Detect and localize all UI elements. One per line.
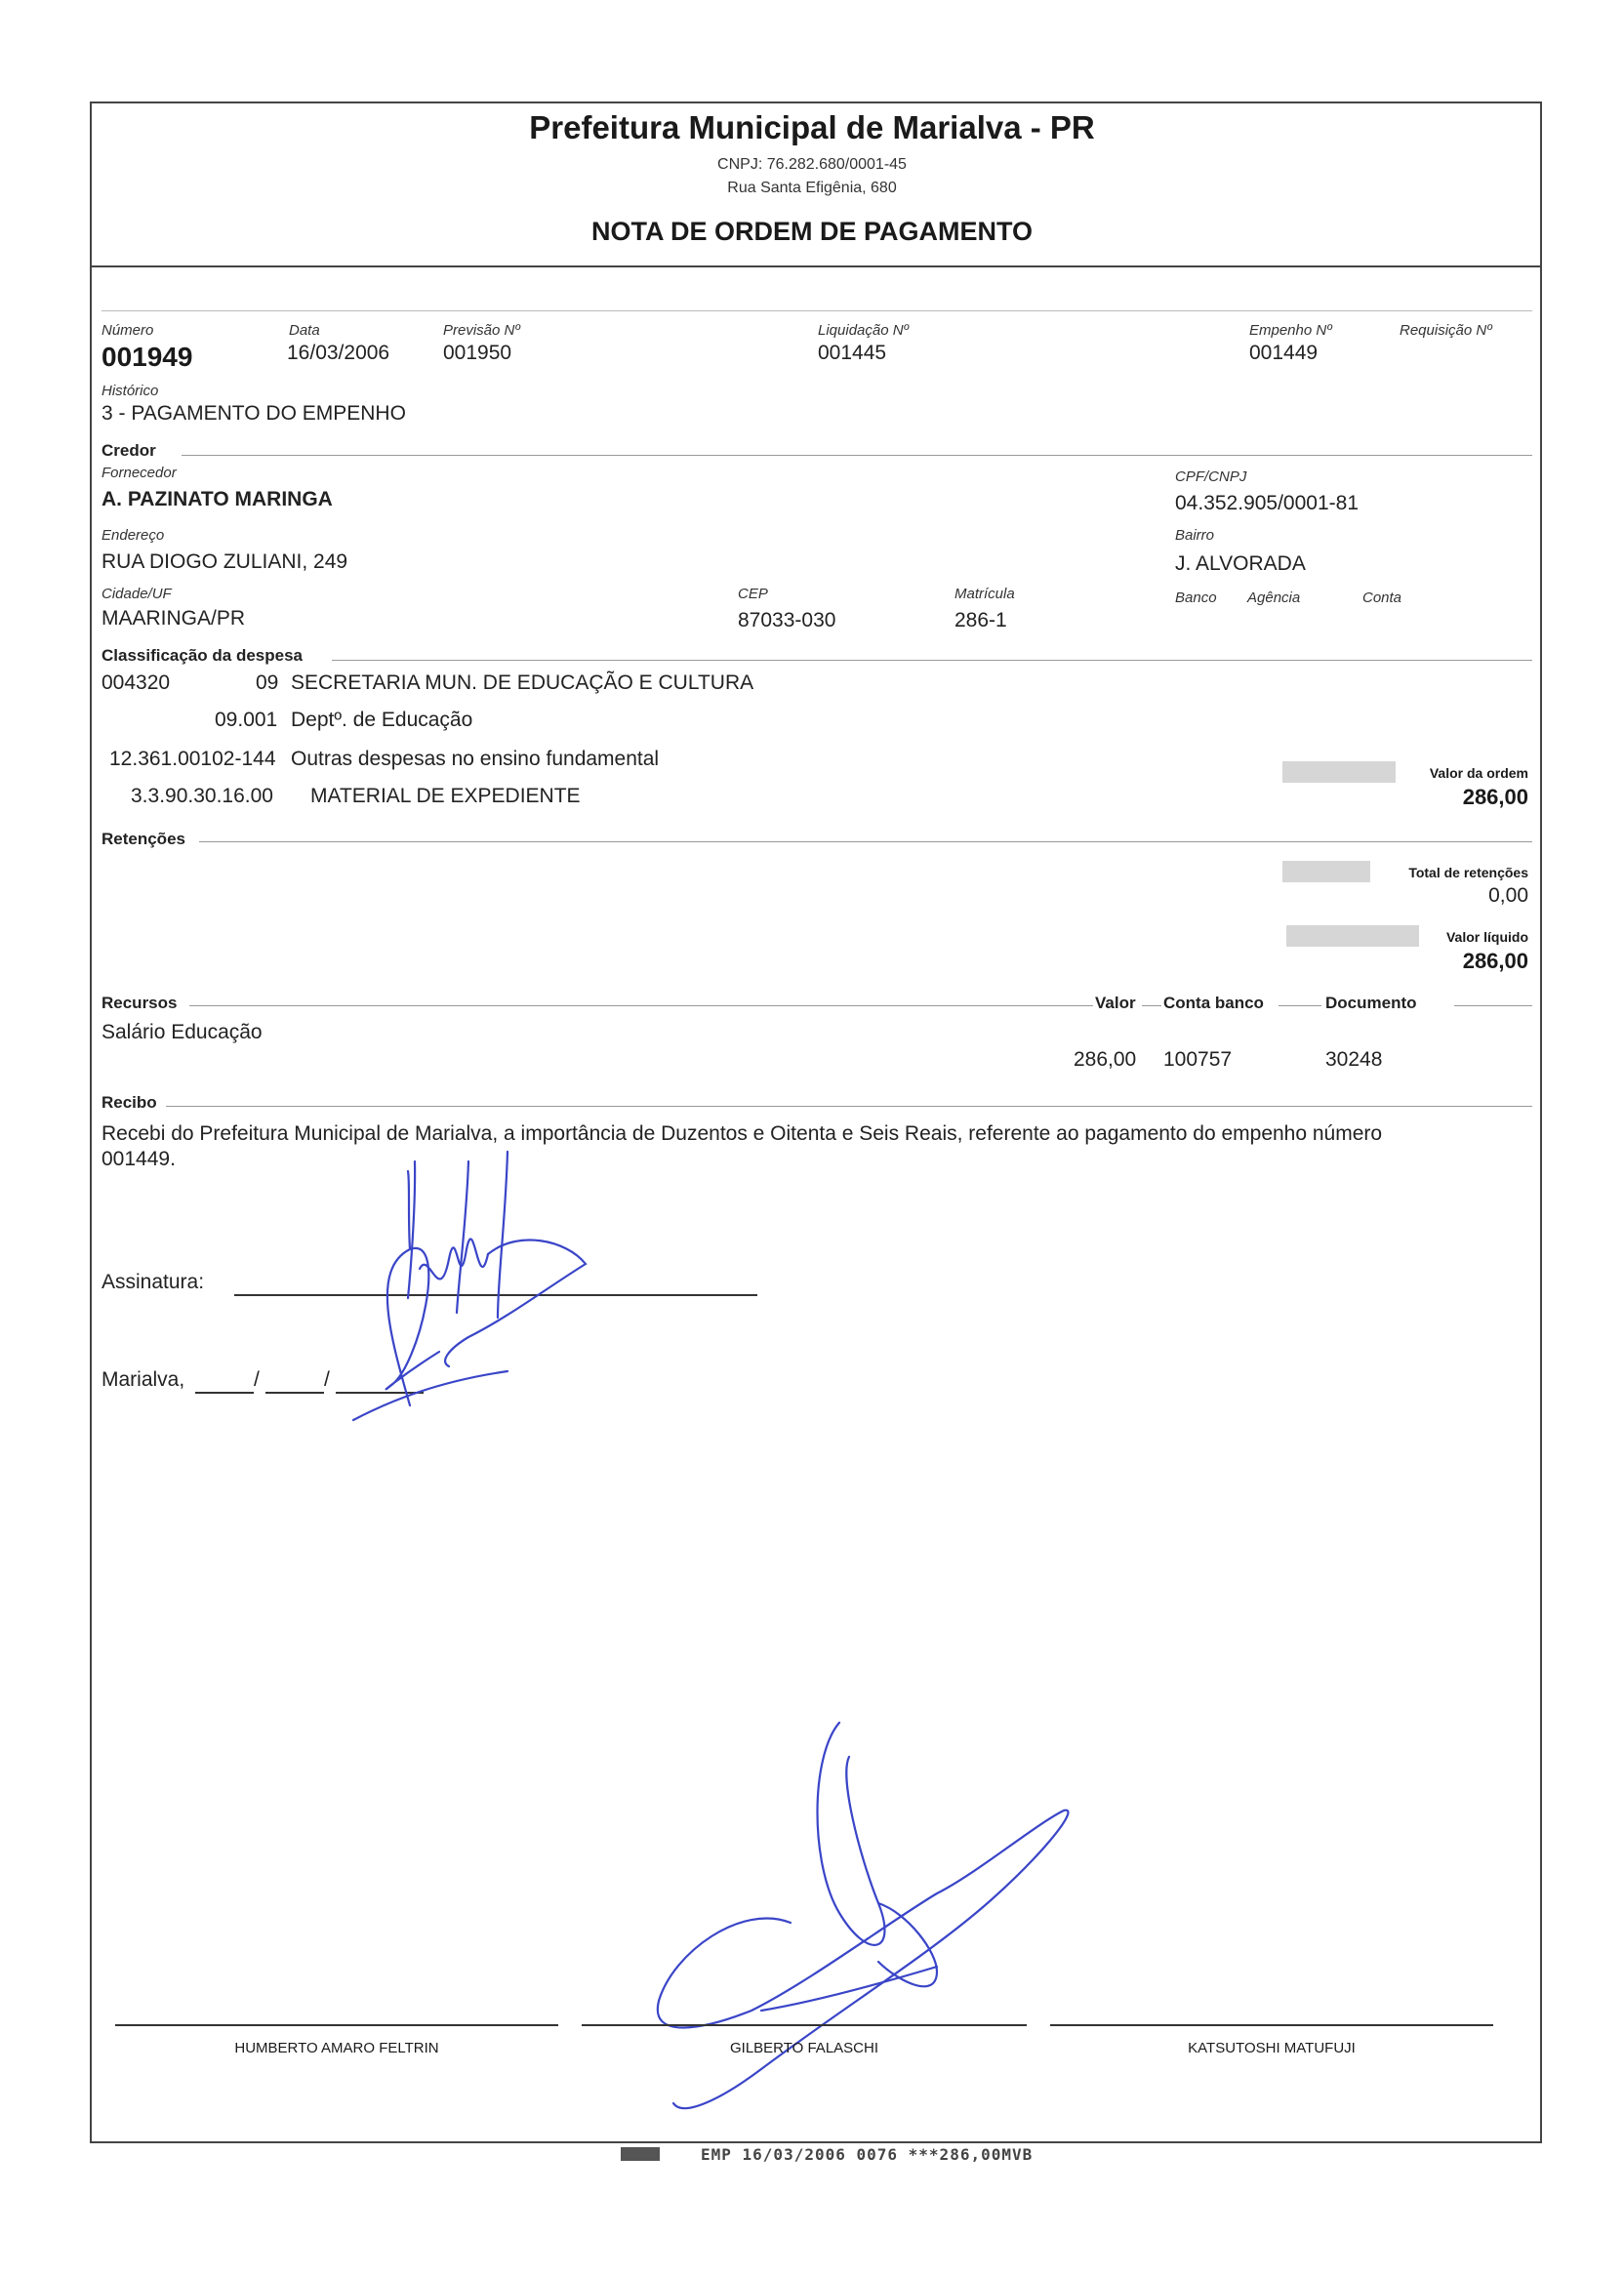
previsao-label: Previsão Nº [443,322,520,339]
signatory-2: GILBERTO FALASCHI [730,2040,878,2056]
class-l2-code: 09.001 [215,709,278,731]
signatory-line-1 [115,2024,558,2026]
valor-ordem-value: 286,00 [1462,785,1528,809]
recibo-text-2: 001449. [102,1148,176,1170]
signatory-line-3 [1050,2024,1493,2026]
retencoes-section: Retenções [102,830,185,848]
bairro-label: Bairro [1175,527,1215,544]
recursos-documento-label: Documento [1325,994,1417,1012]
valor-liquido-shade [1286,925,1419,947]
valor-liquido-value: 286,00 [1462,949,1528,973]
assinatura-label: Assinatura: [102,1271,205,1293]
valor-ordem-label: Valor da ordem [1429,765,1528,781]
total-ret-value: 0,00 [1488,884,1528,907]
recursos-line-3 [1279,1005,1321,1006]
class-l2-text: Deptº. de Educação [291,709,473,731]
cidade-label: Cidade/UF [102,586,172,602]
credor-line [182,455,1532,456]
creditor-signature [351,1142,605,1425]
matricula-label: Matrícula [954,586,1015,602]
total-ret-shade [1282,861,1370,882]
historico-value: 3 - PAGAMENTO DO EMPENHO [102,402,406,425]
data-value: 16/03/2006 [287,342,390,364]
liquidacao-label: Liquidação Nº [818,322,910,339]
endereco-value: RUA DIOGO ZULIANI, 249 [102,550,348,573]
total-ret-label: Total de retenções [1408,865,1528,880]
empenho-value: 001449 [1249,342,1319,364]
bairro-value: J. ALVORADA [1175,552,1306,575]
requisicao-label: Requisição Nº [1400,322,1492,339]
document-title: NOTA DE ORDEM DE PAGAMENTO [590,217,1033,246]
numero-value: 001949 [102,342,193,372]
agencia-label: Agência [1247,590,1301,606]
endereco-label: Endereço [102,527,165,544]
date-line-month [265,1392,324,1394]
empenho-label: Empenho Nº [1249,322,1332,339]
recursos-line-4 [1454,1005,1532,1006]
header-divider [90,265,1542,267]
meta-top-line [102,310,1532,311]
recursos-section: Recursos [102,994,178,1012]
matricula-value: 286-1 [954,609,1007,631]
retencoes-line [199,841,1532,842]
historico-label: Histórico [102,383,159,399]
recursos-line-2 [1142,1005,1161,1006]
recursos-line [189,1005,1093,1006]
recursos-valor: 286,00 [1074,1048,1137,1071]
recursos-conta-label: Conta banco [1163,994,1264,1012]
recibo-text-1: Recebi do Prefeitura Municipal de Marialva, a importância de Duzentos e Oitenta e Seis Reais, referente ao pagamento do empenho número [102,1122,1383,1145]
authority-signature [644,1718,1083,2118]
fornecedor-value: A. PAZINATO MARINGA [102,488,333,510]
banco-label: Banco [1175,590,1217,606]
stamp-mark [621,2147,660,2161]
classificacao-line [332,660,1532,661]
org-title: Prefeitura Municipal de Marialva - PR [529,109,1095,145]
date-slash-1: / [254,1368,260,1391]
class-l1-text: SECRETARIA MUN. DE EDUCAÇÃO E CULTURA [291,671,754,694]
classificacao-section: Classificação da despesa [102,646,304,665]
class-l4-code: 3.3.90.30.16.00 [131,785,273,807]
data-label: Data [289,322,320,339]
cidade-value: MAARINGA/PR [102,607,246,630]
org-cnpj: CNPJ: 76.282.680/0001-45 [717,156,907,173]
liquidacao-value: 001445 [818,342,887,364]
date-slash-2: / [324,1368,330,1391]
org-address: Rua Santa Efigênia, 680 [727,180,897,196]
cep-value: 87033-030 [738,609,836,631]
footer-stamp: EMP 16/03/2006 0076 ***286,00MVB [701,2145,1034,2164]
previsao-value: 001950 [443,342,512,364]
conta-label: Conta [1362,590,1402,606]
class-l3-text: Outras despesas no ensino fundamental [291,748,660,770]
valor-ordem-shade [1282,761,1396,783]
recursos-documento: 30248 [1325,1048,1383,1071]
credor-section: Credor [102,441,156,460]
class-l1-code: 004320 [102,671,171,694]
date-line-day [195,1392,254,1394]
cpf-value: 04.352.905/0001-81 [1175,492,1360,514]
recursos-nome: Salário Educação [102,1021,263,1043]
class-l3-code: 12.361.00102-144 [109,748,276,770]
recursos-conta: 100757 [1163,1048,1233,1071]
numero-label: Número [102,322,154,339]
class-l4-text: MATERIAL DE EXPEDIENTE [310,785,581,807]
local-label: Marialva, [102,1368,185,1391]
signatory-1: HUMBERTO AMARO FELTRIN [234,2040,439,2056]
cep-label: CEP [738,586,768,602]
signatory-3: KATSUTOSHI MATUFUJI [1188,2040,1356,2056]
valor-liquido-label: Valor líquido [1445,929,1528,945]
fornecedor-label: Fornecedor [102,465,177,481]
recibo-line [166,1106,1532,1107]
signatory-line-2 [582,2024,1027,2026]
recursos-valor-label: Valor [1095,994,1136,1012]
recibo-section: Recibo [102,1093,157,1112]
class-l1-sub: 09 [256,671,279,694]
cpf-label: CPF/CNPJ [1175,468,1247,485]
